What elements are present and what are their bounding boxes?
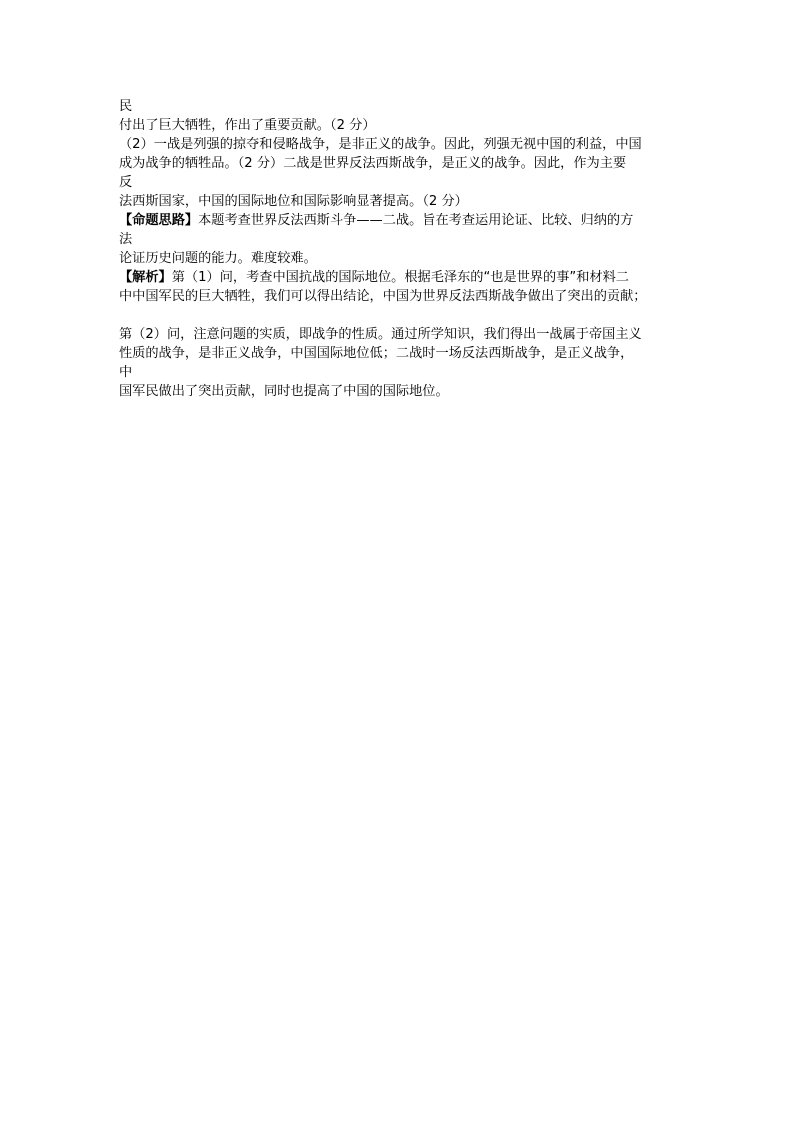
text-line: 中	[119, 365, 133, 380]
thinking-text: 本题考查世界反法西斯斗争——二战。旨在考查运用论证、比较、归纳的方	[198, 213, 634, 228]
text-line: 法西斯国家，中国的国际地位和国际影响显著提高。（2 分）	[119, 194, 468, 209]
thinking-line	[119, 211, 679, 230]
thinking-label: 【命题思路】	[119, 213, 199, 228]
text-line: 反	[119, 175, 133, 190]
text-line: 性质的战争，是非正义战争，中国国际地位低；二战时一场反法西斯战争，是正义战争，	[119, 346, 634, 361]
text-line: 付出了巨大牺牲，作出了重要贡献。（2 分）	[119, 118, 376, 133]
text-line: 成为战争的牺牲品。（2 分）二战是世界反法西斯战争，是正义的战争。因此，作为主要	[119, 156, 627, 171]
analysis-line	[119, 268, 679, 287]
text-line: （2）一战是列强的掠夺和侵略战争，是非正义的战争。因此，列强无视中国的利益，中国	[119, 137, 642, 152]
text-line: 第（2）问，注意问题的实质，即战争的性质。通过所学知识，我们得出一战属于帝国主义	[119, 327, 642, 342]
text-line: 论证历史问题的能力。难度较难。	[119, 251, 317, 266]
blank-line	[119, 306, 679, 325]
text-line: 法	[119, 232, 133, 247]
answer-text-block	[119, 97, 679, 401]
text-line: 中中国军民的巨大牺牲，我们可以得出结论，中国为世界反法西斯战争做出了突出的贡献；	[119, 289, 647, 304]
analysis-text: 第（1）问，考查中国抗战的国际地位。根据毛泽东的“也是世界的事”和材料二	[171, 270, 629, 285]
analysis-label: 【解析】	[119, 270, 172, 285]
text-line: 民	[119, 99, 133, 114]
text-line: 国军民做出了突出贡献，同时也提高了中国的国际地位。	[119, 384, 449, 399]
